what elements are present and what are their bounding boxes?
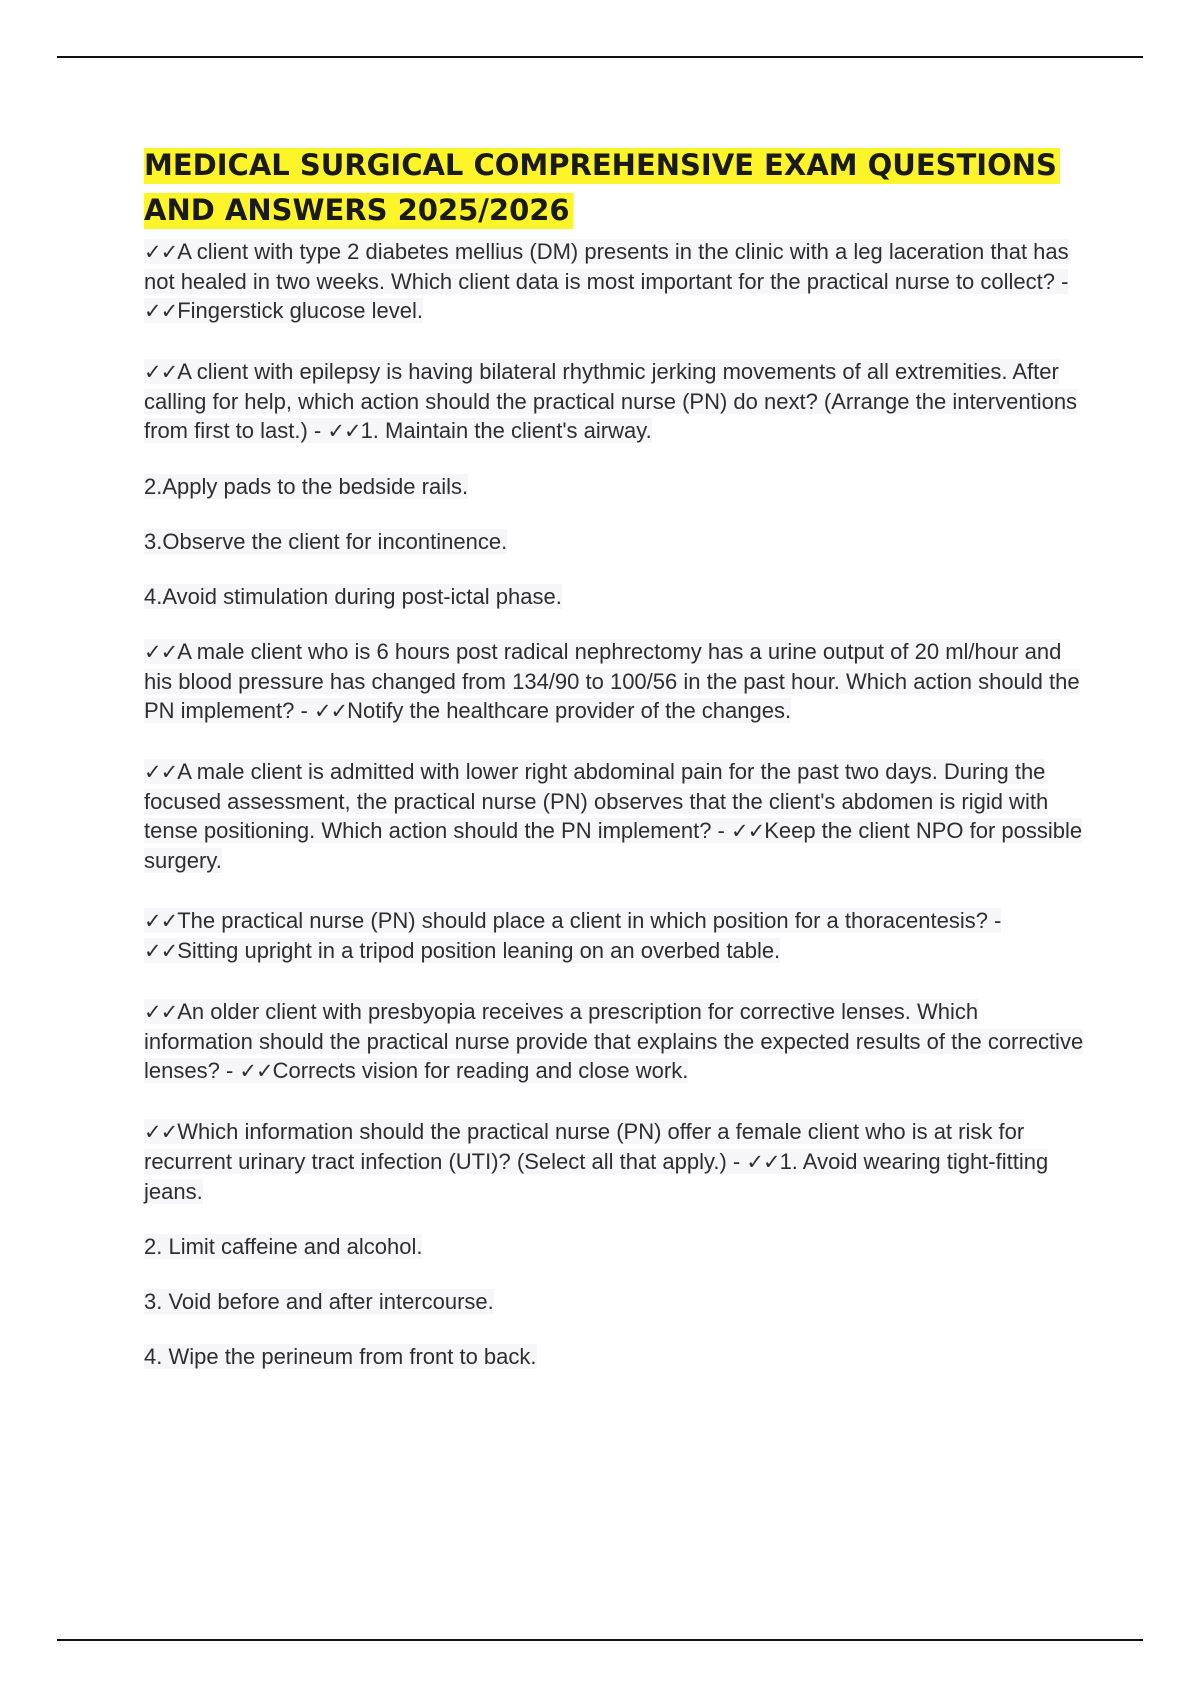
question-5-text: The practical nurse (PN) should place a client in which position for a thoracentesis? - bbox=[177, 908, 1002, 933]
checkmark-icon: ✓✓ bbox=[144, 1120, 178, 1144]
answer-2-item: 2.Apply pads to the bedside rails. bbox=[144, 474, 469, 499]
document-body bbox=[144, 143, 1084, 1371]
answer-2-item: 3.Observe the client for incontinence. bbox=[144, 529, 508, 554]
question-7-text: Which information should the practical nurse (PN) offer a female client who is at risk for recurrent urinary tract infection (UTI)? (Select all that apply.) - bbox=[144, 1119, 1025, 1174]
header-rule bbox=[57, 56, 1143, 58]
question-2-text: A client with epilepsy is having bilateral rhythmic jerking movements of all extremities. After calling for help, which action should the practical nurse (PN) do next? (Arrange the interventions from first to last.) - bbox=[144, 359, 1078, 443]
question-1 bbox=[144, 237, 1084, 326]
answer-7-item: 2. Limit caffeine and alcohol. bbox=[144, 1234, 423, 1259]
answer-6-text: Corrects vision for reading and close work. bbox=[272, 1058, 689, 1083]
question-4-text: A male client is admitted with lower right abdominal pain for the past two days. During the focused assessment, the practical nurse (PN) observes that the client's abdomen is rigid with tense positioning. Which action should the PN implement? - bbox=[144, 759, 1049, 843]
answer-4-text: Keep the client NPO for possible surgery. bbox=[144, 818, 1083, 873]
answer-5-text: Sitting upright in a tripod position leaning on an overbed table. bbox=[177, 938, 781, 963]
answer-2-text: 1. Maintain the client's airway. bbox=[360, 418, 652, 443]
footer-rule bbox=[57, 1639, 1143, 1641]
checkmark-icon: ✓✓ bbox=[144, 939, 178, 963]
title-line-2: AND ANSWERS 2025/2026 bbox=[144, 193, 573, 229]
question-4 bbox=[144, 757, 1084, 875]
question-5 bbox=[144, 906, 1084, 966]
question-6 bbox=[144, 997, 1084, 1086]
question-6-text: An older client with presbyopia receives a prescription for corrective lenses. Which information should the practical nurse provide that explains the expected results of the corrective lenses? - bbox=[144, 999, 1084, 1083]
answer-7-item: 4. Wipe the perineum from front to back. bbox=[144, 1344, 537, 1369]
checkmark-icon: ✓✓ bbox=[144, 909, 178, 933]
checkmark-icon: ✓✓ bbox=[144, 760, 178, 784]
document-title bbox=[144, 143, 1084, 233]
checkmark-icon: ✓✓ bbox=[144, 299, 178, 323]
question-3 bbox=[144, 637, 1084, 726]
answer-2-item: 4.Avoid stimulation during post-ictal phase. bbox=[144, 584, 562, 609]
answer-1-text: Fingerstick glucose level. bbox=[177, 298, 423, 323]
title-line-1: MEDICAL SURGICAL COMPREHENSIVE EXAM QUESTIONS bbox=[144, 148, 1060, 184]
question-1-text: A client with type 2 diabetes mellius (DM) presents in the clinic with a leg laceration that has not healed in two weeks. Which client data is most important for the practical nurse to collect? - bbox=[144, 239, 1069, 294]
checkmark-icon: ✓✓ bbox=[239, 1059, 273, 1083]
checkmark-icon: ✓✓ bbox=[746, 1150, 780, 1174]
question-2 bbox=[144, 357, 1084, 446]
checkmark-icon: ✓✓ bbox=[144, 640, 178, 664]
checkmark-icon: ✓✓ bbox=[144, 360, 178, 384]
checkmark-icon: ✓✓ bbox=[313, 699, 348, 723]
checkmark-icon: ✓✓ bbox=[144, 1000, 178, 1024]
question-7 bbox=[144, 1117, 1084, 1206]
checkmark-icon: ✓✓ bbox=[327, 419, 361, 443]
question-3-text: A male client who is 6 hours post radical nephrectomy has a urine output of 20 ml/hour and his blood pressure has changed from 134/90 to 100/56 in the past hour. Which action should the PN implement? - bbox=[144, 639, 1080, 723]
answer-7-item: 3. Void before and after intercourse. bbox=[144, 1289, 494, 1314]
answer-3-text: Notify the healthcare provider of the changes. bbox=[347, 698, 792, 723]
answer-7-text: 1. Avoid wearing tight-fitting jeans. bbox=[144, 1149, 1049, 1204]
checkmark-icon: ✓✓ bbox=[730, 819, 765, 843]
checkmark-icon: ✓✓ bbox=[144, 240, 178, 264]
